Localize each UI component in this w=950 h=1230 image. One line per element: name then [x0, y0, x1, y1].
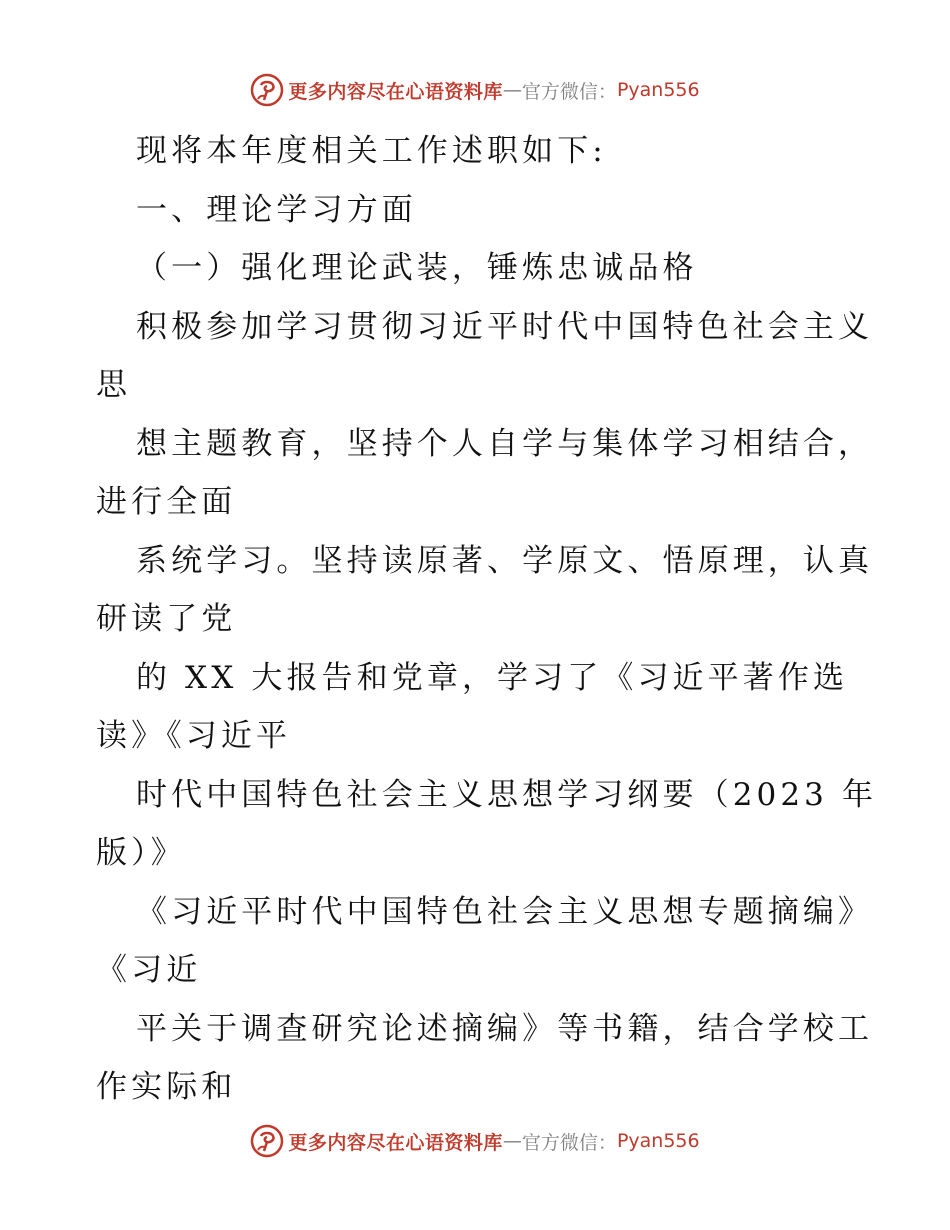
section-heading: 一、理论学习方面 [136, 191, 417, 228]
intro-line: 现将本年度相关工作述职如下: [136, 133, 607, 169]
paragraph-line: 的 XX 大报告和党章，学习了《习近平著作选 [136, 659, 849, 696]
rose-logo-icon [250, 73, 284, 107]
paragraph-line: 想主题教育，坚持个人自学与集体学习相结合， [136, 425, 874, 462]
watermark-official-text: 官方微信： [521, 1131, 617, 1154]
paragraph-line: 思 [96, 367, 132, 403]
watermark-separator: — [502, 79, 522, 101]
paragraph-line: 积极参加学习贯彻习近平时代中国特色社会主义 [136, 308, 874, 345]
paragraph-line: 作实际和 [96, 1069, 237, 1105]
paragraph-line: 平关于调查研究论述摘编》等书籍，结合学校工 [136, 1010, 874, 1047]
paragraph-line: 时代中国特色社会主义思想学习纲要（2023 年 [136, 776, 878, 813]
paragraph-line: 读》《习近平 [96, 718, 292, 754]
paragraph-line: 系统学习。坚持读原著、学原文、悟原理，认真 [136, 542, 874, 579]
watermark-brand-text: 更多内容尽在心语资料库 [288, 1131, 503, 1154]
footer-watermark [0, 1121, 950, 1161]
watermark-separator: — [502, 1130, 522, 1152]
paragraph-line: 《习近 [96, 952, 202, 988]
watermark-official-text: 官方微信： [521, 80, 617, 103]
paragraph-line: 进行全面 [96, 484, 237, 520]
watermark-wechat-id: Pyan556 [616, 79, 700, 101]
paragraph-line: 《习近平时代中国特色社会主义思想专题摘编》 [136, 893, 874, 930]
paragraph-line: 版）》 [96, 835, 186, 871]
header-watermark [0, 70, 950, 110]
subsection-heading: （一）强化理论武装，锤炼忠诚品格 [136, 250, 698, 286]
watermark-wechat-id: Pyan556 [616, 1130, 700, 1152]
paragraph-line: 研读了党 [96, 601, 237, 637]
document-body [96, 122, 878, 1117]
rose-logo-icon [250, 1124, 284, 1158]
watermark-brand-text: 更多内容尽在心语资料库 [288, 80, 503, 103]
